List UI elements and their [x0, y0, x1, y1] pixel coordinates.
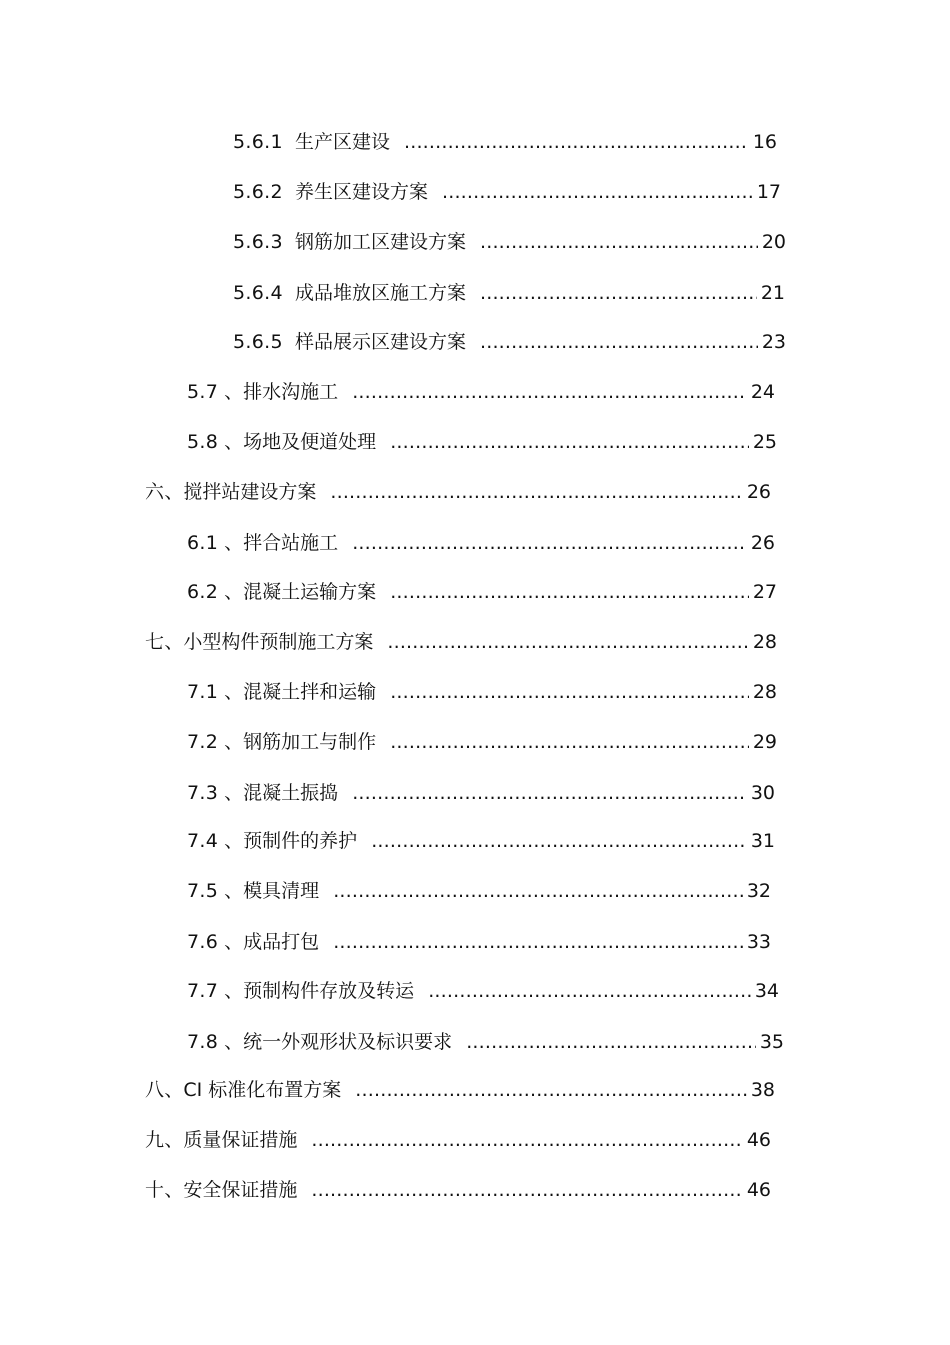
toc-entry-5-7[interactable] — [187, 380, 775, 404]
toc-entry-page: 23 — [761, 331, 786, 353]
toc-entry-7-3[interactable] — [187, 781, 775, 805]
toc-entry-separator: 、 — [218, 782, 244, 804]
toc-entry-separator: 、 — [164, 631, 184, 653]
toc-entry-number: 7.3 — [187, 782, 219, 804]
toc-leader-dots — [311, 1128, 742, 1152]
toc-entry-title: 钢筋加工区建设方案 — [294, 231, 466, 253]
toc-leader-dots — [428, 979, 751, 1003]
toc-entry-page: 32 — [746, 880, 771, 902]
toc-entry-separator: 、 — [218, 830, 244, 852]
toc-leader-dots — [330, 480, 742, 504]
toc-entry-page: 26 — [750, 532, 775, 554]
toc-leader-dots — [442, 180, 753, 204]
toc-entry-separator: 、 — [218, 431, 244, 453]
toc-entry-title: 养生区建设方案 — [294, 181, 428, 203]
toc-leader-dots — [480, 230, 758, 254]
toc-entry-7-6[interactable] — [187, 930, 771, 954]
toc-entry-5-6-3[interactable] — [233, 230, 786, 254]
toc-entry-7-7[interactable] — [187, 979, 779, 1003]
toc-entry-number: 7.6 — [187, 931, 219, 953]
toc-leader-dots — [387, 630, 748, 654]
toc-entry-number: 7.1 — [187, 681, 219, 703]
toc-entry-5-8[interactable] — [187, 430, 777, 454]
toc-entry-title: 混凝土运输方案 — [243, 581, 377, 603]
toc-entry-number: 7.7 — [187, 980, 219, 1002]
toc-leader-dots — [480, 281, 757, 305]
toc-entry-chapter-6[interactable] — [145, 480, 771, 504]
toc-entry-title: 成品打包 — [243, 931, 320, 953]
toc-entry-separator: 、 — [218, 581, 244, 603]
toc-entry-number: 5.6.1 — [233, 131, 283, 153]
toc-entry-page: 35 — [759, 1031, 784, 1053]
toc-entry-chapter-7[interactable] — [145, 630, 777, 654]
toc-entry-number: 6.1 — [187, 532, 219, 554]
toc-entry-title: 钢筋加工与制作 — [243, 731, 377, 753]
toc-entry-5-6-4[interactable] — [233, 281, 785, 305]
toc-leader-dots — [390, 430, 749, 454]
toc-entry-title: 统一外观形状及标识要求 — [243, 1031, 453, 1053]
toc-entry-title: 成品堆放区施工方案 — [294, 282, 466, 304]
toc-entry-number: 5.7 — [187, 381, 219, 403]
toc-leader-dots — [390, 680, 749, 704]
toc-entry-number: 5.8 — [187, 431, 219, 453]
toc-entry-separator: 、 — [164, 1179, 184, 1201]
toc-entry-6-1[interactable] — [187, 531, 775, 555]
toc-entry-title: 生产区建设 — [294, 131, 390, 153]
toc-leader-dots — [333, 879, 743, 903]
toc-entry-separator: 、 — [218, 931, 244, 953]
toc-entry-separator: 、 — [218, 1031, 244, 1053]
toc-entry-chapter-10[interactable] — [145, 1178, 771, 1202]
toc-entry-page: 38 — [750, 1079, 775, 1101]
toc-entry-page: 46 — [746, 1129, 771, 1151]
toc-entry-title: 场地及便道处理 — [243, 431, 377, 453]
toc-entry-number: 5.6.4 — [233, 282, 283, 304]
toc-entry-chapter-8[interactable] — [145, 1078, 775, 1102]
toc-entry-separator: 、 — [164, 1079, 184, 1101]
toc-entry-page: 34 — [754, 980, 779, 1002]
toc-entry-number: 九 — [145, 1129, 165, 1151]
toc-leader-dots — [480, 330, 758, 354]
toc-entry-number: 七 — [145, 631, 165, 653]
toc-entry-title: 模具清理 — [243, 880, 320, 902]
toc-entry-title: 排水沟施工 — [243, 381, 339, 403]
toc-entry-page: 28 — [752, 681, 777, 703]
toc-entry-page: 33 — [746, 931, 771, 953]
toc-entry-number: 八 — [145, 1079, 165, 1101]
toc-entry-page: 31 — [750, 830, 775, 852]
toc-entry-page: 46 — [746, 1179, 771, 1201]
toc-entry-separator: 、 — [164, 481, 184, 503]
toc-entry-separator: 、 — [164, 1129, 184, 1151]
toc-entry-title: 混凝土拌和运输 — [243, 681, 377, 703]
toc-entry-separator — [283, 180, 295, 204]
toc-leader-dots — [466, 1030, 756, 1054]
toc-entry-separator — [283, 330, 295, 354]
toc-entry-title: 搅拌站建设方案 — [183, 481, 317, 503]
toc-entry-title: 质量保证措施 — [183, 1129, 298, 1151]
toc-entry-title: 混凝土振捣 — [243, 782, 339, 804]
toc-entry-separator: 、 — [218, 681, 244, 703]
toc-entry-number: 5.6.3 — [233, 231, 283, 253]
toc-entry-6-2[interactable] — [187, 580, 777, 604]
toc-entry-page: 17 — [756, 181, 781, 203]
toc-entry-page: 29 — [752, 731, 777, 753]
toc-leader-dots — [352, 781, 747, 805]
toc-entry-separator — [283, 130, 295, 154]
toc-leader-dots — [352, 531, 747, 555]
toc-entry-number: 六 — [145, 481, 165, 503]
toc-entry-number: 十 — [145, 1179, 165, 1201]
toc-leader-dots — [352, 380, 747, 404]
toc-entry-page: 30 — [750, 782, 775, 804]
toc-entry-7-8[interactable] — [187, 1030, 784, 1054]
toc-entry-separator — [283, 230, 295, 254]
toc-leader-dots — [371, 829, 747, 853]
toc-entry-title: 小型构件预制施工方案 — [183, 631, 374, 653]
toc-entry-5-6-2[interactable] — [233, 180, 781, 204]
toc-entry-title: 安全保证措施 — [183, 1179, 298, 1201]
toc-entry-page: 16 — [752, 131, 777, 153]
toc-entry-number: 6.2 — [187, 581, 219, 603]
toc-entry-separator: 、 — [218, 980, 244, 1002]
toc-entry-separator: 、 — [218, 880, 244, 902]
toc-entry-7-4[interactable] — [187, 829, 775, 853]
toc-entry-page: 27 — [752, 581, 777, 603]
toc-entry-title: 拌合站施工 — [243, 532, 339, 554]
toc-entry-page: 24 — [750, 381, 775, 403]
toc-entry-number: 7.8 — [187, 1031, 219, 1053]
toc-leader-dots — [355, 1078, 747, 1102]
toc-entry-chapter-9[interactable] — [145, 1128, 771, 1152]
toc-entry-number: 7.5 — [187, 880, 219, 902]
toc-entry-7-1[interactable] — [187, 680, 777, 704]
toc-entry-number: 5.6.2 — [233, 181, 283, 203]
toc-entry-7-2[interactable] — [187, 730, 777, 754]
toc-entry-title: 预制构件存放及转运 — [243, 980, 415, 1002]
toc-entry-separator: 、 — [218, 381, 244, 403]
toc-entry-number: 7.4 — [187, 830, 219, 852]
toc-entry-5-6-1[interactable] — [233, 130, 777, 154]
toc-entry-page: 26 — [746, 481, 771, 503]
toc-entry-title: CI 标准化布置方案 — [183, 1079, 342, 1101]
toc-entry-separator: 、 — [218, 731, 244, 753]
toc-entry-5-6-5[interactable] — [233, 330, 786, 354]
toc-entry-page: 21 — [760, 282, 785, 304]
toc-entry-number: 5.6.5 — [233, 331, 283, 353]
toc-leader-dots — [390, 730, 749, 754]
toc-entry-page: 20 — [761, 231, 786, 253]
toc-entry-separator: 、 — [218, 532, 244, 554]
toc-entry-page: 28 — [752, 631, 777, 653]
toc-entry-title: 预制件的养护 — [243, 830, 358, 852]
toc-entry-7-5[interactable] — [187, 879, 771, 903]
toc-entry-number: 7.2 — [187, 731, 219, 753]
toc-entry-title: 样品展示区建设方案 — [294, 331, 466, 353]
toc-entry-separator — [283, 281, 295, 305]
toc-leader-dots — [311, 1178, 742, 1202]
toc-leader-dots — [390, 580, 749, 604]
toc-leader-dots — [333, 930, 743, 954]
toc-leader-dots — [404, 130, 749, 154]
toc-entry-page: 25 — [752, 431, 777, 453]
